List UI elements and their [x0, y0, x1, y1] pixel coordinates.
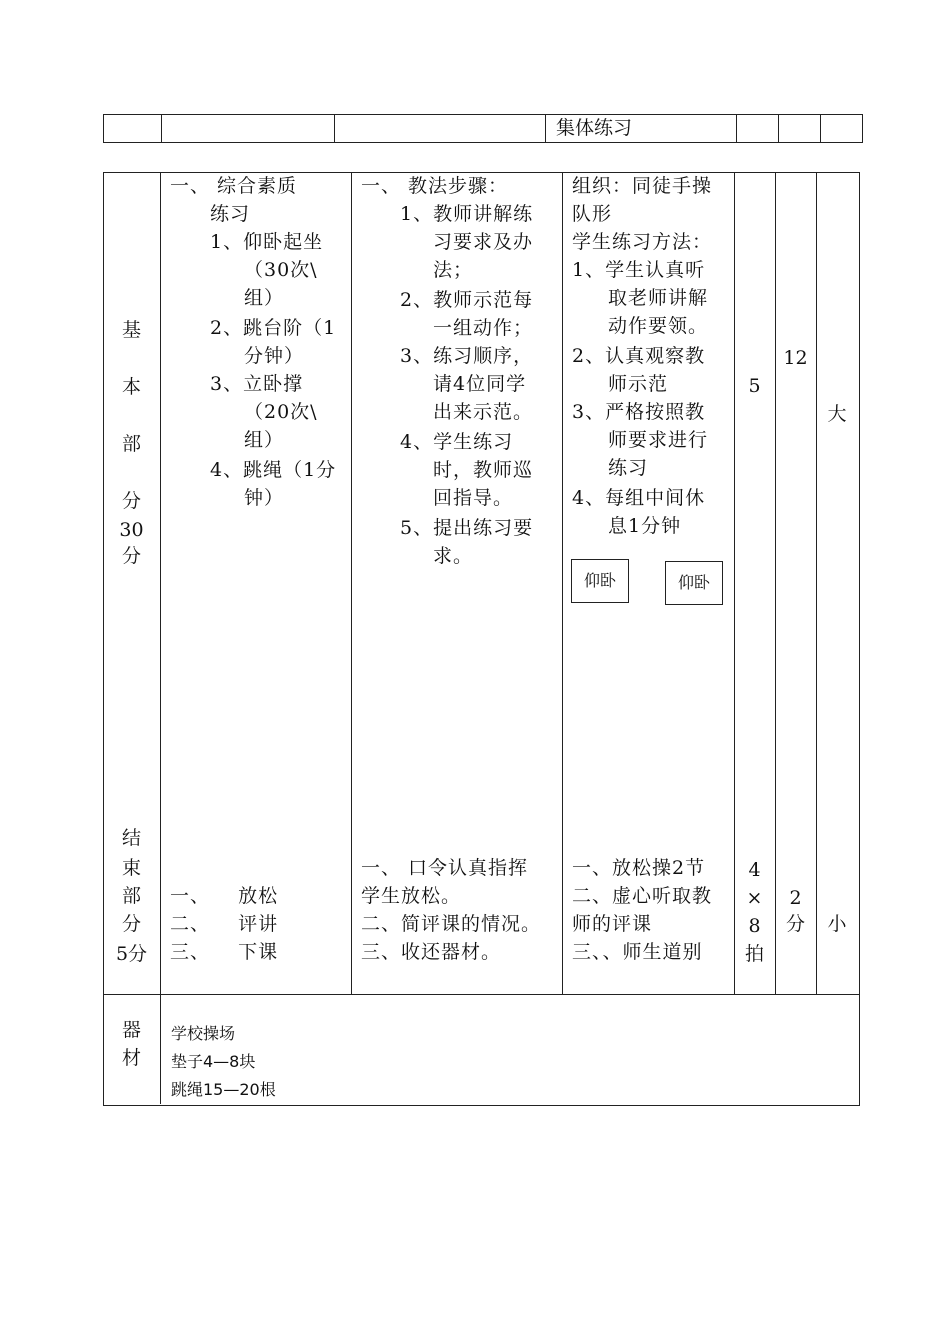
- ending-intensity: 小: [827, 913, 847, 935]
- top-cell-6: [779, 115, 821, 143]
- top-cell-2: [162, 115, 335, 143]
- top-cell-5: [737, 115, 779, 143]
- formation-box-left: 仰卧: [571, 559, 629, 603]
- top-cell-1: [104, 115, 162, 143]
- top-cell-activity: 集体练习: [546, 115, 737, 143]
- top-row-table: [103, 114, 863, 143]
- basic-times: 5: [748, 375, 761, 397]
- equipment-item: 学校操场: [171, 1024, 236, 1043]
- basic-intensity: 大: [827, 403, 847, 425]
- top-cell-3: [335, 115, 546, 143]
- basic-minutes: 12: [783, 347, 808, 369]
- top-cell-7: [821, 115, 863, 143]
- equipment-item: 垫子4—8块: [171, 1052, 256, 1071]
- formation-box-right: 仰卧: [665, 561, 723, 605]
- equipment-item: 跳绳15—20根: [171, 1080, 276, 1099]
